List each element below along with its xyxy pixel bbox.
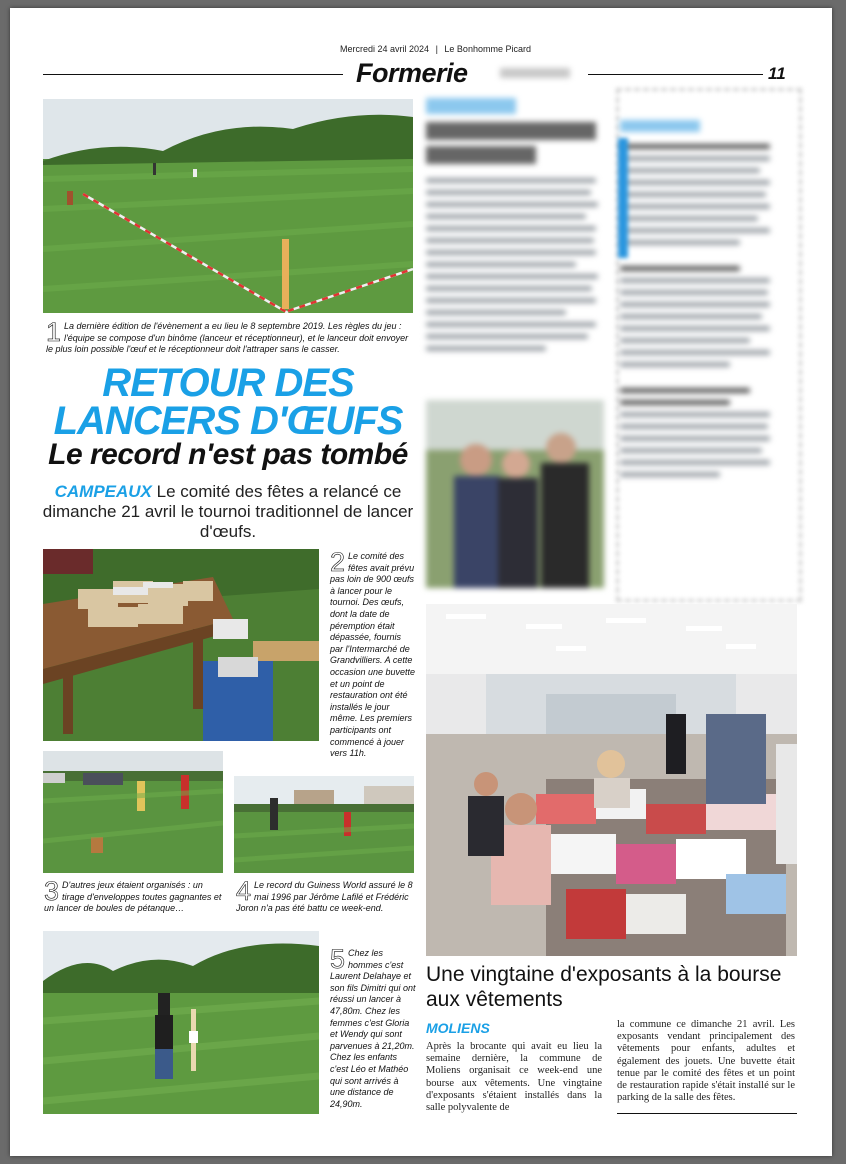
header-rule-right (588, 74, 763, 75)
section-rubric: Formerie (356, 58, 468, 88)
lede-text: Le comité des fêtes a relancé ce dimanche 21 avril le tournoi traditionnel de lancer d'œufs. (42, 482, 414, 541)
caption-2-text: Le comité des fêtes avait prévu pas loin de 900 œufs à lancer pour le tournoi. Des œufs, dont la date de péremption était dépassée, fournis par l'Intermarché de Grandvilliers. A cette occasion une buvette et un point de restauration ont été installés le jour même. Les premiers participants ont commencé à jouer vers 11h. (330, 551, 416, 759)
caption-5-text: Chez les hommes c'est Laurent Delahaye et son fils Dimitri qui ont réussi un lancer à 47,80m. Chez les femmes c'est Gloria et Wendy qui sont parvenues à 21,20m. Chez les enfants c'est Léo et Mathéo qui sont arrivés à une distance de 24,90m. (330, 948, 416, 1109)
subheadline: Le record n'est pas tombé (48, 438, 408, 471)
article2-title: Une vingtaine d'exposants à la bourse aux vêtements (426, 963, 782, 1011)
photo-record-throw (43, 931, 319, 1114)
photo-clothing-sale (426, 604, 797, 956)
headline-line-1: RETOUR DES (102, 361, 354, 405)
caption-3-number: 3 (44, 876, 60, 906)
photo-throwers (234, 776, 414, 873)
photo-egg-table (43, 549, 319, 741)
blurred-header-text (500, 68, 570, 78)
blurred-sidebar-content (620, 120, 780, 570)
article2-column-1: Après la brocante qui avait eu lieu la semaine dernière, la commune de Moliens organisait ce week-end une bourse aux vêtements. Une vingtaine d'exposants s'étaient installés dans la salle polyvalente de (426, 1041, 602, 1114)
caption-5-number: 5 (330, 944, 346, 974)
caption-1-text: La dernière édition de l'évènement a eu lieu le 8 septembre 2019. Les règles du jeu : l'équipe se compose d'un binôme (lanceur et réceptionneur), et le lanceur doit envoyer le plus loin possible l'œuf et le réceptionneur doit l'attraper sans le casser. (46, 321, 409, 355)
caption-2 (330, 547, 416, 760)
blurred-photo-people (426, 400, 604, 588)
caption-4 (236, 876, 416, 915)
caption-4-number: 4 (236, 876, 252, 906)
caption-3 (44, 876, 226, 915)
article2-end-rule (617, 1113, 797, 1114)
caption-4-text: Le record du Guiness World assuré le 8 mai 1996 par Jérôme Lafilé et Frédéric Joron n'a pas été battu ce week-end. (236, 880, 413, 914)
page-number: 11 (768, 64, 786, 83)
article2-column-2: la commune ce dimanche 21 avril. Les exposants vendant principalement des vêtements pour enfants, adultes et également des jouets. Une buvette était tenue par le comité des fêtes et un point de restauration rapide s'était installé sur le parking de la salle des fêtes. (617, 1019, 795, 1104)
caption-3-text: D'autres jeux étaient organisés : un tirage d'enveloppes toutes gagnantes et un lancer de boules de pétanque… (44, 880, 222, 914)
dateline (340, 44, 531, 54)
lede-location: CAMPEAUX (54, 482, 152, 501)
blurred-article (426, 98, 604, 368)
issue-date: Mercredi 24 avril 2024 (340, 44, 430, 54)
article2-location: MOLIENS (426, 1020, 490, 1036)
publication-name: Le Bonhomme Picard (444, 44, 531, 54)
lede (42, 482, 414, 542)
header-rule-left (43, 74, 343, 75)
photo-games (43, 751, 223, 873)
photo-egg-field (43, 99, 413, 313)
caption-2-number: 2 (330, 547, 346, 577)
newspaper-page (10, 8, 832, 1156)
headline-line-2: LANCERS D'ŒUFS (53, 399, 403, 443)
caption-1 (46, 317, 414, 356)
caption-5 (330, 944, 416, 1110)
dateline-separator: | (435, 44, 438, 54)
blurred-sidebar-tab (618, 138, 628, 258)
headline (40, 361, 416, 443)
caption-1-number: 1 (46, 317, 62, 347)
